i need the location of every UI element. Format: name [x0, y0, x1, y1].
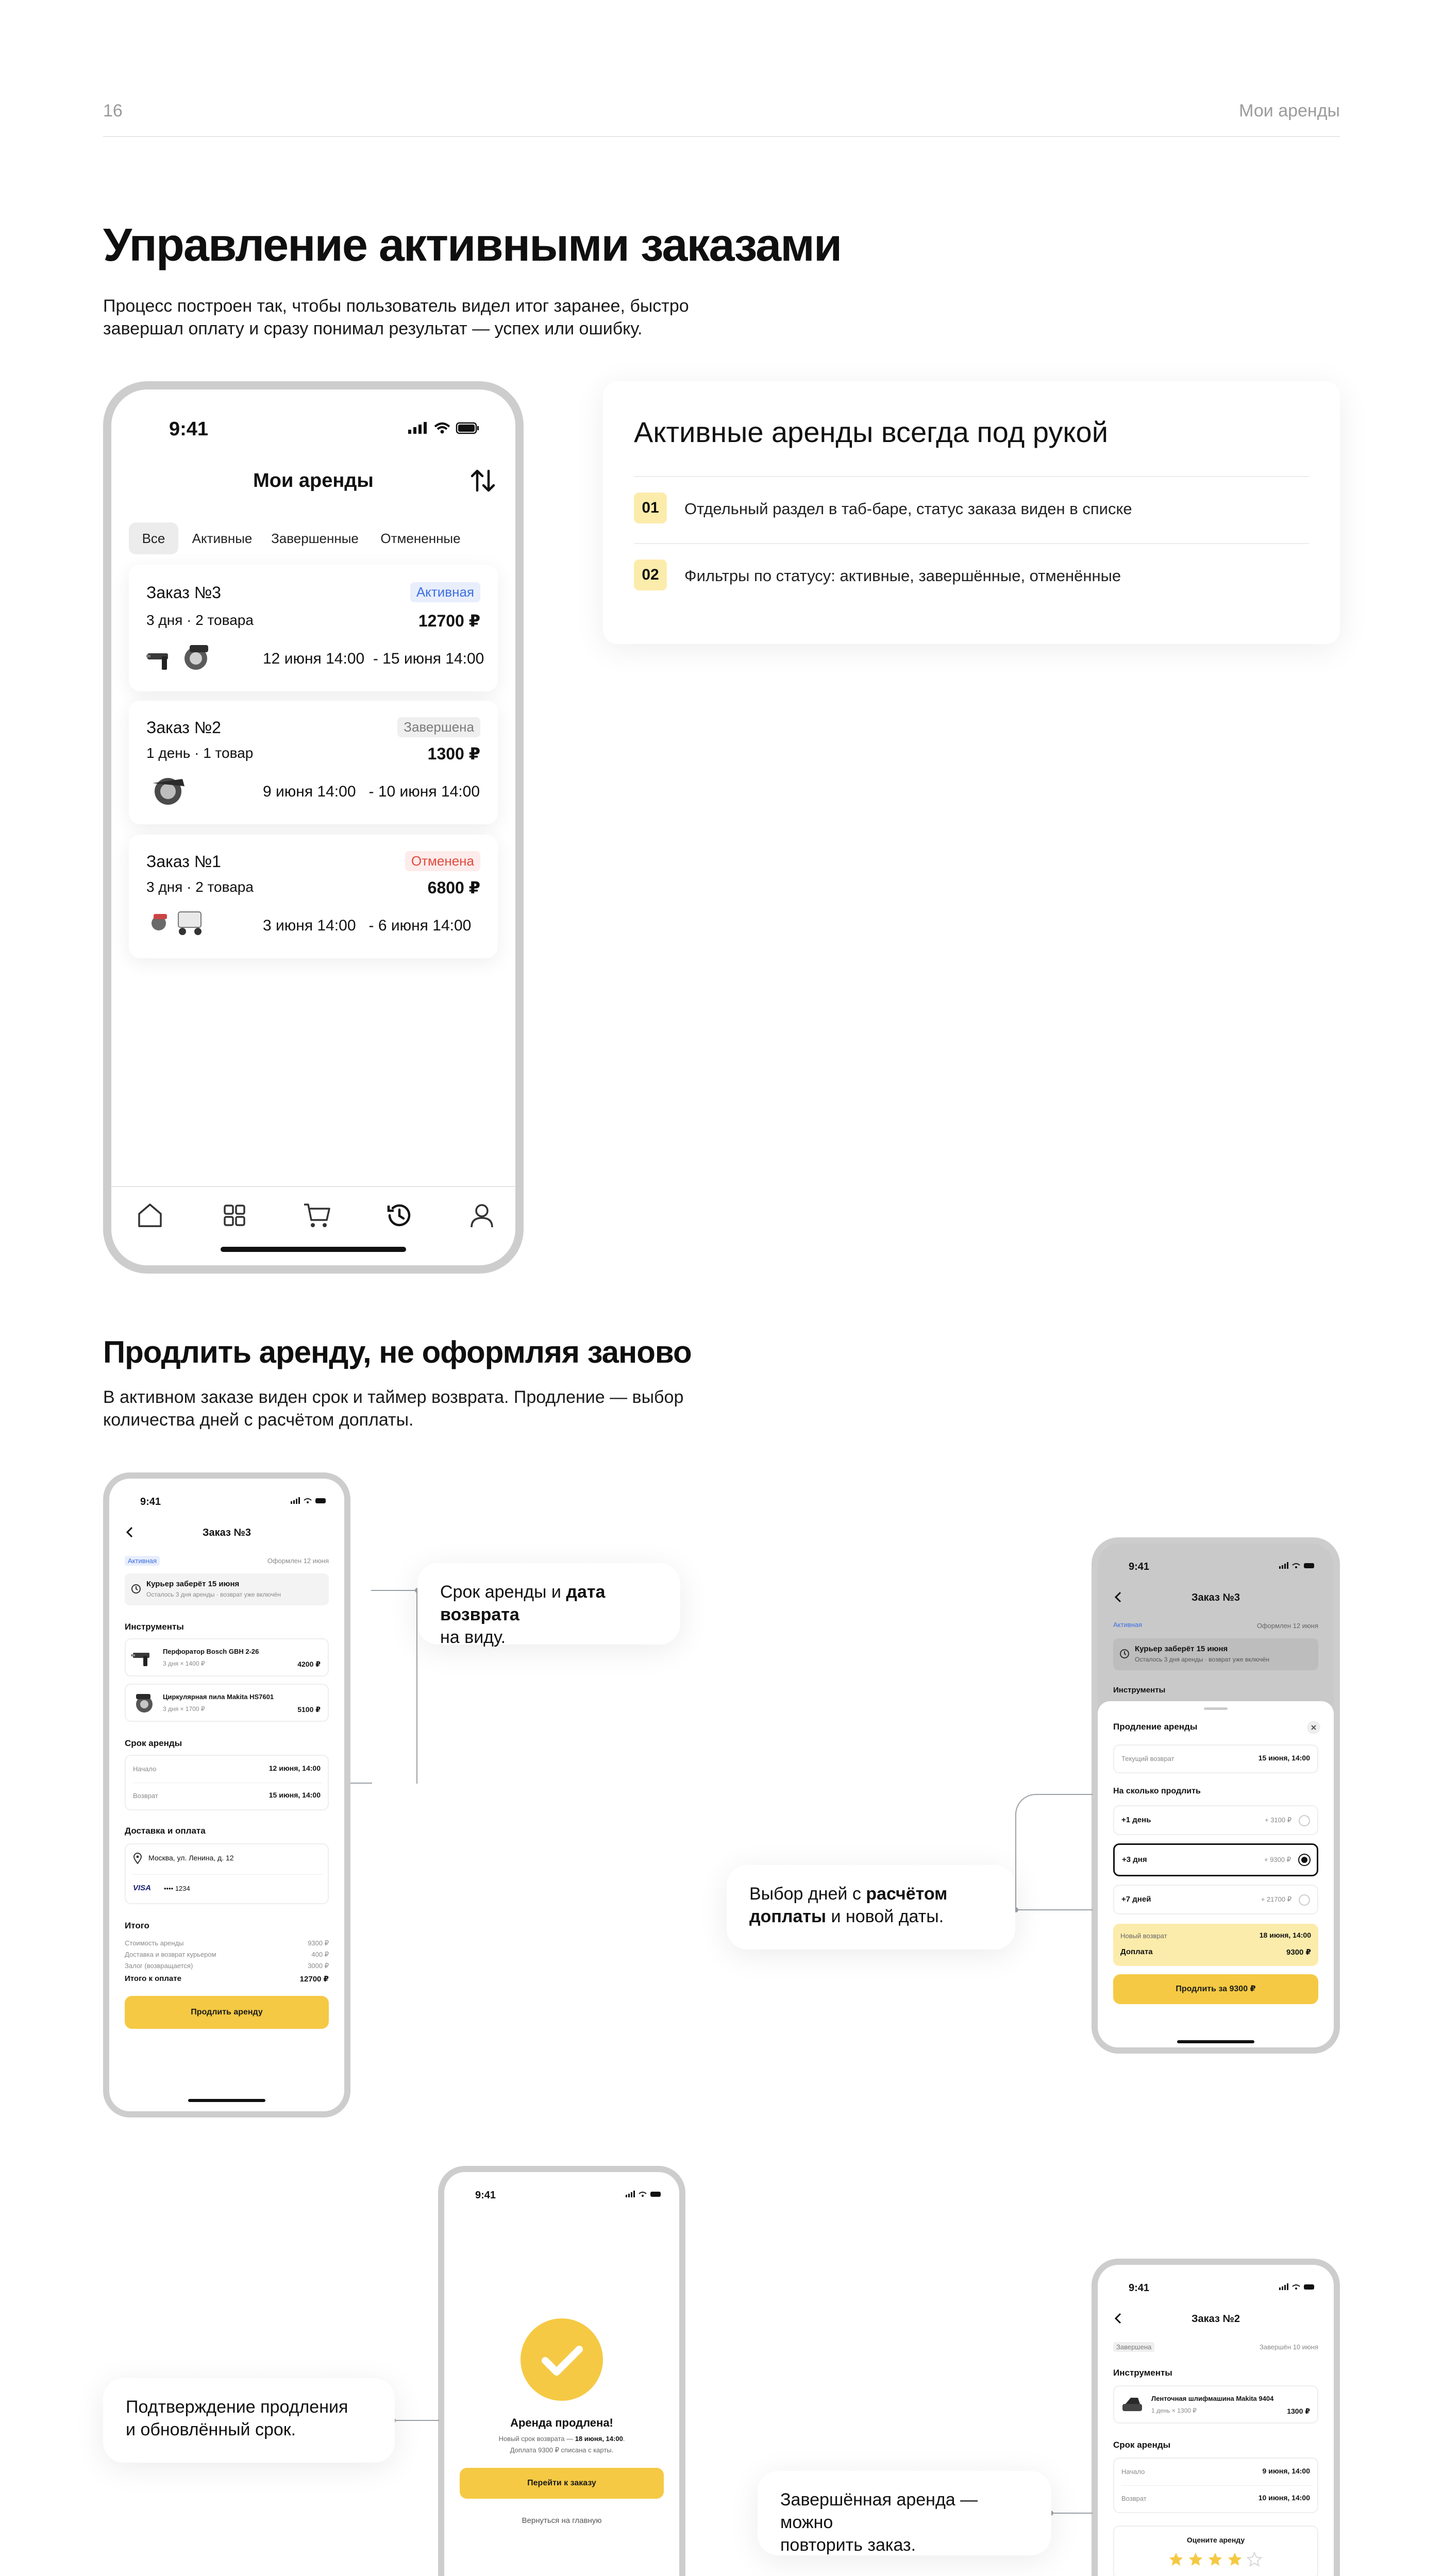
extend-title: Продлить аренду, не оформляя заново — [103, 1335, 692, 1369]
section-name: Мои аренды — [1239, 101, 1340, 121]
tool-price: 1300 ₽ — [1287, 2407, 1310, 2415]
delivery-label: Доставка и возврат курьером — [125, 1951, 216, 1958]
start-value: 12 июня, 14:00 — [269, 1764, 321, 1772]
tab-active[interactable]: Активные — [192, 531, 253, 546]
section-heading: Доставка и оплата — [125, 1826, 206, 1836]
section-heading: Инструменты — [125, 1622, 184, 1632]
start-value: 9 июня, 14:00 — [1262, 2467, 1310, 2475]
order-card-1[interactable] — [129, 835, 498, 958]
return-value: 10 июня, 14:00 — [1258, 2494, 1310, 2502]
courier-date: Курьер заберёт 15 июня — [146, 1580, 240, 1588]
extra-payment-value: 9300 ₽ — [1286, 1948, 1311, 1957]
callout-extra-payment: Выбор дней с расчётом доплаты и новой даты. — [727, 1865, 1015, 1950]
deposit-value: 3000 ₽ — [308, 1962, 329, 1970]
home-icon[interactable] — [135, 1200, 165, 1233]
section-heading: Срок аренды — [1113, 2440, 1171, 2450]
tab-cancelled[interactable]: Отмененные — [380, 531, 461, 546]
courier-note: Осталось 3 дня аренды · возврат уже включён — [146, 1591, 281, 1598]
star-filled-icon[interactable] — [1187, 2551, 1204, 2568]
back-home-link[interactable]: Вернуться на главную — [522, 2516, 602, 2525]
feature-number: 01 — [634, 493, 667, 523]
status-icons — [291, 1497, 328, 1507]
page-number: 16 — [103, 101, 123, 121]
rating-stars[interactable] — [1168, 2551, 1266, 2570]
option-1-day[interactable] — [1113, 1805, 1318, 1835]
intro-title: Управление активными заказами — [103, 219, 842, 271]
total-label: Итого к оплате — [125, 1974, 181, 1983]
divider — [634, 476, 1309, 477]
tool-name: Перфоратор Bosch GBH 2-26 — [163, 1648, 259, 1655]
callout-return-date: Срок аренды и дата возврата на виду. — [417, 1563, 680, 1645]
option-price: + 21700 ₽ — [1261, 1895, 1291, 1903]
connector — [371, 1590, 417, 1784]
status-icons — [408, 421, 480, 437]
page-header — [103, 101, 1340, 137]
order-card-2[interactable] — [129, 701, 498, 824]
extend-rental-button[interactable]: Продлить аренду — [125, 1996, 329, 2029]
status-badge: Завершена — [397, 717, 480, 737]
courier-note: Осталось 3 дня аренды · возврат уже включён — [1135, 1656, 1269, 1663]
current-return-label: Текущий возврат — [1121, 1755, 1174, 1762]
feature-text: Фильтры по статусу: активные, завершённые, отменённые — [684, 567, 1121, 585]
tool-row — [125, 1684, 329, 1722]
order-dates: 9 июня 14:00 - 10 июня 14:00 — [263, 783, 480, 800]
period-box — [125, 1755, 329, 1810]
success-check-icon — [521, 2318, 603, 2401]
cost-label: Стоимость аренды — [125, 1939, 184, 1947]
extend-sheet — [1098, 1701, 1334, 2054]
connector — [393, 2420, 439, 2421]
star-empty-icon[interactable] — [1246, 2551, 1263, 2568]
deposit-label: Залог (возвращается) — [125, 1962, 193, 1970]
status-icons — [1279, 2283, 1316, 2293]
close-icon[interactable] — [1307, 1721, 1320, 1734]
extend-text: В активном заказе виден срок и таймер возврата. Продление — выбор количества дней с расчётом доплаты. — [103, 1387, 684, 1430]
order-price: 1300 ₽ — [427, 744, 480, 763]
home-indicator — [1177, 2040, 1254, 2043]
option-label: +1 день — [1121, 1816, 1151, 1824]
current-return-box — [1113, 1744, 1318, 1773]
drill-image — [131, 1649, 157, 1667]
saw-image — [133, 1692, 156, 1715]
courier-banner — [1113, 1638, 1318, 1670]
order-meta: 3 дня · 2 товара — [146, 879, 254, 895]
order-name: Заказ №3 — [146, 583, 221, 602]
screen-title: Заказ №3 — [203, 1527, 251, 1538]
period-box — [1113, 2458, 1318, 2513]
screen-title: Мои аренды — [253, 470, 374, 492]
home-indicator — [221, 1247, 406, 1252]
clock-icon — [131, 1584, 141, 1594]
screen-title: Заказ №2 — [1192, 2313, 1240, 2325]
status-icons — [1279, 1562, 1316, 1572]
connector — [1015, 1794, 1093, 1910]
features-title: Активные аренды всегда под рукой — [634, 416, 1108, 448]
tabbar-divider — [111, 1186, 515, 1187]
new-return-label: Новый возврат — [1120, 1932, 1167, 1940]
order-card-3[interactable] — [129, 565, 498, 691]
status-icons — [626, 2191, 663, 2200]
clock-icon — [1119, 1649, 1130, 1659]
feature-number: 02 — [634, 560, 667, 590]
tool-price-calc: 1 день × 1300 ₽ — [1151, 2407, 1197, 2414]
tool-price: 5100 ₽ — [297, 1705, 321, 1714]
phone-extension-success — [438, 2166, 685, 2576]
tool-row — [125, 1638, 329, 1676]
features-card — [603, 381, 1340, 644]
status-time: 9:41 — [1129, 2282, 1150, 2294]
option-price: + 9300 ₽ — [1264, 1856, 1291, 1863]
order-date: Оформлен 12 июня — [1256, 1622, 1318, 1630]
catalog-icon[interactable] — [220, 1200, 249, 1233]
radio-button[interactable] — [1299, 1894, 1310, 1906]
location-icon — [133, 1853, 142, 1864]
divider — [1121, 2485, 1312, 2486]
visa-logo: VISA — [133, 1884, 152, 1892]
radio-button[interactable] — [1299, 1815, 1310, 1826]
connector — [1051, 2513, 1093, 2514]
start-label: Начало — [133, 1765, 157, 1773]
tool-name: Ленточная шлифмашина Makita 9404 — [1151, 2395, 1274, 2402]
delivery-box — [125, 1843, 329, 1904]
phone-order-3 — [103, 1472, 350, 2117]
pay-extension-button[interactable]: Продлить за 9300 ₽ — [1113, 1974, 1318, 2004]
screen-title: Заказ №3 — [1192, 1592, 1240, 1603]
divider — [634, 543, 1309, 544]
return-label: Возврат — [133, 1792, 158, 1800]
order-date: Оформлен 12 июня — [267, 1557, 329, 1565]
success-line-1: Новый срок возврата — 18 июня, 14:00. — [498, 2435, 625, 2443]
sheet-title: Продление аренды — [1113, 1722, 1198, 1732]
status-badge: Активная — [125, 1556, 160, 1566]
option-label: +7 дней — [1121, 1895, 1151, 1904]
option-3-days[interactable] — [1113, 1843, 1318, 1876]
tool-price: 4200 ₽ — [297, 1660, 321, 1668]
divider — [133, 1874, 323, 1875]
star-filled-icon[interactable] — [1227, 2551, 1243, 2568]
sort-icon[interactable] — [469, 467, 497, 497]
section-heading: На сколько продлить — [1113, 1787, 1201, 1795]
callout-repeat-order: Завершённая аренда — можно повторить заказ. — [758, 2471, 1051, 2555]
tab-finished[interactable]: Завершенные — [271, 531, 359, 546]
status-time: 9:41 — [169, 418, 209, 440]
option-price: + 3100 ₽ — [1264, 1816, 1291, 1824]
rating-title: Оцените аренду — [1186, 2536, 1245, 2544]
cost-value: 9300 ₽ — [308, 1939, 329, 1947]
order-dates: 3 июня 14:00 - 6 июня 14:00 — [263, 917, 472, 934]
section-heading: Инструменты — [1113, 1686, 1166, 1694]
courier-date: Курьер заберёт 15 июня — [1135, 1645, 1228, 1653]
tool-thumbnails — [146, 642, 219, 675]
status-time: 9:41 — [1129, 1561, 1150, 1572]
tool-name: Циркулярная пила Makita HS7601 — [163, 1693, 274, 1701]
success-line-2: Доплата 9300 ₽ списана с карты. — [510, 2446, 614, 2454]
extra-payment-label: Доплата — [1120, 1947, 1153, 1956]
order-price: 6800 ₽ — [427, 878, 480, 897]
status-badge: Активная — [410, 582, 480, 602]
profile-icon[interactable] — [467, 1200, 497, 1233]
section-heading: Инструменты — [1113, 2368, 1172, 2378]
status-badge: Отменена — [405, 851, 480, 871]
phone-extend-sheet — [1092, 1537, 1340, 2054]
rating-box — [1113, 2526, 1318, 2576]
status-badge: Завершена — [1113, 2342, 1154, 2352]
current-return-value: 15 июня, 14:00 — [1258, 1754, 1310, 1762]
total-value: 12700 ₽ — [299, 1975, 329, 1984]
section-heading: Итого — [125, 1921, 149, 1930]
status-time: 9:41 — [475, 2190, 496, 2201]
summary-box — [1113, 1924, 1318, 1966]
tool-price-calc: 3 дня × 1400 ₽ — [163, 1660, 205, 1667]
phone-my-rentals — [103, 381, 524, 1274]
intro-text: Процесс построен так, чтобы пользователь видел итог заранее, быстро завершал оплату и сразу понимал результат — успех или ошибку. — [103, 296, 689, 338]
order-price: 12700 ₽ — [418, 612, 480, 630]
callout-confirmation: Подтверждение продления и обновлённый срок. — [103, 2378, 395, 2463]
go-to-order-button[interactable]: Перейти к заказу — [460, 2468, 664, 2499]
order-meta: 1 день · 1 товар — [146, 745, 254, 761]
new-return-value: 18 июня, 14:00 — [1259, 1931, 1311, 1939]
tool-thumbnail — [146, 772, 193, 810]
home-indicator — [188, 2099, 265, 2102]
card-number: •••• 1234 — [164, 1885, 190, 1892]
status-time: 9:41 — [140, 1496, 161, 1507]
finished-date: Завершён 10 июня — [1259, 2343, 1318, 2351]
history-icon[interactable] — [384, 1200, 414, 1233]
sheet-handle[interactable] — [1204, 1707, 1228, 1710]
start-label: Начало — [1121, 2468, 1145, 2476]
star-filled-icon[interactable] — [1168, 2551, 1184, 2568]
order-meta: 3 дня · 2 товара — [146, 612, 254, 628]
cart-icon[interactable] — [302, 1200, 332, 1233]
courier-banner — [125, 1573, 329, 1605]
order-dates: 12 июня 14:00 - 15 июня 14:00 — [263, 650, 484, 667]
order-name: Заказ №1 — [146, 852, 221, 871]
return-label: Возврат — [1121, 2495, 1147, 2502]
tool-thumbnails — [146, 905, 219, 940]
status-badge: Активная — [1113, 1621, 1143, 1629]
sander-image — [1120, 2395, 1144, 2415]
delivery-value: 400 ₽ — [311, 1951, 329, 1958]
success-title: Аренда продлена! — [510, 2416, 613, 2429]
return-value: 15 июня, 14:00 — [269, 1791, 321, 1799]
radio-button-selected[interactable] — [1298, 1854, 1311, 1866]
option-7-days[interactable] — [1113, 1885, 1318, 1914]
phone-order-2 — [1092, 2259, 1340, 2576]
star-filled-icon[interactable] — [1207, 2551, 1223, 2568]
tool-row — [1113, 2385, 1318, 2424]
option-label: +3 дня — [1122, 1855, 1147, 1864]
order-name: Заказ №2 — [146, 718, 221, 737]
tab-all[interactable]: Все — [129, 522, 178, 554]
address: Москва, ул. Ленина, д. 12 — [148, 1854, 234, 1862]
connector — [350, 1783, 372, 1784]
tool-price-calc: 3 дня × 1700 ₽ — [163, 1705, 205, 1713]
section-heading: Срок аренды — [125, 1738, 182, 1748]
feature-text: Отдельный раздел в таб-баре, статус заказа виден в списке — [684, 500, 1132, 518]
